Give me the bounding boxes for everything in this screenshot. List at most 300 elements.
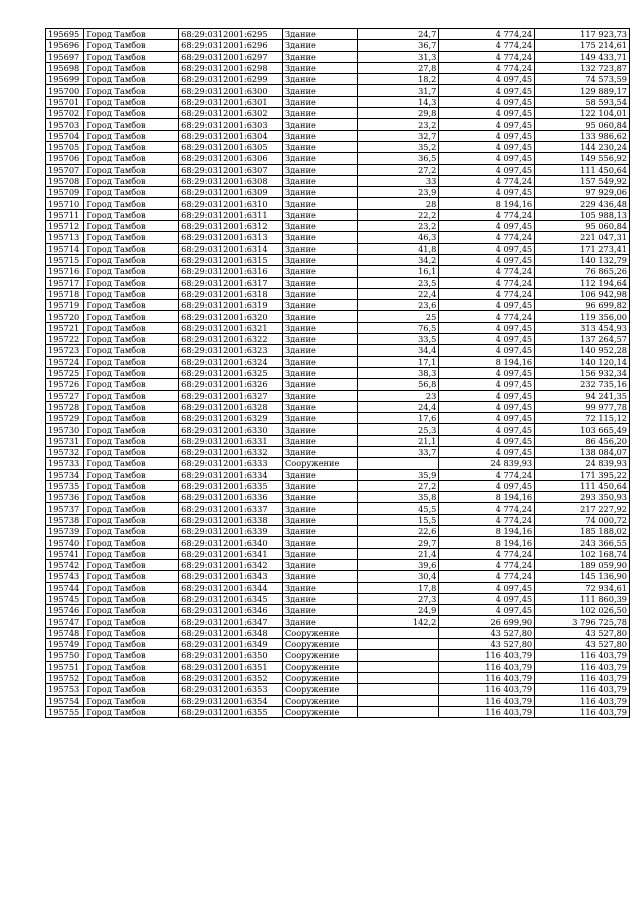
object-type-cell: Здание (283, 537, 358, 548)
object-type-cell: Сооружение (283, 627, 358, 638)
cadastral-value-cell: 58 593,54 (535, 96, 630, 107)
record-number-cell: 195707 (46, 164, 84, 175)
cadastral-number-cell: 68:29:0312001:6303 (179, 119, 283, 130)
cadastral-number-cell: 68:29:0312001:6349 (179, 639, 283, 650)
unit-value-cell: 4 097,45 (439, 446, 535, 457)
unit-value-cell: 4 097,45 (439, 96, 535, 107)
table-row (46, 288, 630, 299)
cadastral-number-cell: 68:29:0312001:6351 (179, 661, 283, 672)
city-cell: Город Тамбов (84, 164, 179, 175)
table-row (46, 96, 630, 107)
cadastral-number-cell: 68:29:0312001:6323 (179, 345, 283, 356)
unit-value-cell: 24 839,93 (439, 458, 535, 469)
city-cell: Город Тамбов (84, 559, 179, 570)
cadastral-value-cell: 95 060,84 (535, 119, 630, 130)
city-cell: Город Тамбов (84, 379, 179, 390)
cadastral-value-cell: 232 735,16 (535, 379, 630, 390)
area-cell: 24,9 (357, 605, 439, 616)
object-type-cell: Здание (283, 413, 358, 424)
area-cell: 76,5 (357, 322, 439, 333)
cadastral-value-cell: 111 450,64 (535, 480, 630, 491)
object-type-cell: Здание (283, 288, 358, 299)
object-type-cell: Здание (283, 605, 358, 616)
area-cell: 17,1 (357, 356, 439, 367)
area-cell (357, 650, 439, 661)
area-cell: 56,8 (357, 379, 439, 390)
table-row (46, 130, 630, 141)
record-number-cell: 195740 (46, 537, 84, 548)
area-cell: 27,2 (357, 480, 439, 491)
cadastral-value-cell: 171 395,22 (535, 469, 630, 480)
unit-value-cell: 4 097,45 (439, 334, 535, 345)
record-number-cell: 195748 (46, 627, 84, 638)
table-row (46, 187, 630, 198)
table-row (46, 62, 630, 73)
cadastral-number-cell: 68:29:0312001:6339 (179, 526, 283, 537)
unit-value-cell: 4 774,24 (439, 62, 535, 73)
record-number-cell: 195705 (46, 141, 84, 152)
unit-value-cell: 4 774,24 (439, 232, 535, 243)
table-row (46, 367, 630, 378)
object-type-cell: Здание (283, 85, 358, 96)
cadastral-number-cell: 68:29:0312001:6334 (179, 469, 283, 480)
city-cell: Город Тамбов (84, 672, 179, 683)
cadastral-value-cell: 3 796 725,78 (535, 616, 630, 627)
area-cell: 38,3 (357, 367, 439, 378)
unit-value-cell: 4 097,45 (439, 401, 535, 412)
cadastral-value-cell: 217 227,92 (535, 503, 630, 514)
area-cell: 34,2 (357, 254, 439, 265)
unit-value-cell: 4 097,45 (439, 141, 535, 152)
object-type-cell: Здание (283, 40, 358, 51)
object-type-cell: Здание (283, 559, 358, 570)
unit-value-cell: 4 774,24 (439, 209, 535, 220)
record-number-cell: 195702 (46, 108, 84, 119)
record-number-cell: 195744 (46, 582, 84, 593)
area-cell: 14,3 (357, 96, 439, 107)
cadastral-value-cell: 189 059,90 (535, 559, 630, 570)
table-row (46, 616, 630, 627)
cadastral-value-cell: 102 026,50 (535, 605, 630, 616)
table-row (46, 514, 630, 525)
record-number-cell: 195742 (46, 559, 84, 570)
cadastral-number-cell: 68:29:0312001:6325 (179, 367, 283, 378)
city-cell: Город Тамбов (84, 288, 179, 299)
cadastral-value-cell: 24 839,93 (535, 458, 630, 469)
city-cell: Город Тамбов (84, 266, 179, 277)
cadastral-value-cell: 149 556,92 (535, 153, 630, 164)
city-cell: Город Тамбов (84, 29, 179, 40)
object-type-cell: Здание (283, 367, 358, 378)
object-type-cell: Здание (283, 356, 358, 367)
city-cell: Город Тамбов (84, 469, 179, 480)
record-number-cell: 195755 (46, 706, 84, 717)
cadastral-number-cell: 68:29:0312001:6354 (179, 695, 283, 706)
cadastral-value-cell: 116 403,79 (535, 650, 630, 661)
cadastral-table (45, 28, 630, 718)
cadastral-value-cell: 97 929,06 (535, 187, 630, 198)
cadastral-number-cell: 68:29:0312001:6313 (179, 232, 283, 243)
unit-value-cell: 116 403,79 (439, 672, 535, 683)
unit-value-cell: 4 097,45 (439, 379, 535, 390)
area-cell (357, 639, 439, 650)
area-cell: 24,4 (357, 401, 439, 412)
table-row (46, 198, 630, 209)
area-cell: 33 (357, 175, 439, 186)
area-cell: 34,4 (357, 345, 439, 356)
cadastral-number-cell: 68:29:0312001:6335 (179, 480, 283, 491)
table-row (46, 593, 630, 604)
cadastral-number-cell: 68:29:0312001:6345 (179, 593, 283, 604)
unit-value-cell: 4 774,24 (439, 559, 535, 570)
record-number-cell: 195719 (46, 300, 84, 311)
table-row (46, 243, 630, 254)
city-cell: Город Тамбов (84, 593, 179, 604)
object-type-cell: Здание (283, 616, 358, 627)
cadastral-number-cell: 68:29:0312001:6328 (179, 401, 283, 412)
record-number-cell: 195733 (46, 458, 84, 469)
city-cell: Город Тамбов (84, 108, 179, 119)
table-row (46, 503, 630, 514)
cadastral-value-cell: 43 527,80 (535, 627, 630, 638)
cadastral-number-cell: 68:29:0312001:6308 (179, 175, 283, 186)
record-number-cell: 195754 (46, 695, 84, 706)
table-row (46, 695, 630, 706)
city-cell: Город Тамбов (84, 322, 179, 333)
unit-value-cell: 4 097,45 (439, 221, 535, 232)
record-number-cell: 195695 (46, 29, 84, 40)
city-cell: Город Тамбов (84, 96, 179, 107)
city-cell: Город Тамбов (84, 684, 179, 695)
record-number-cell: 195727 (46, 390, 84, 401)
cadastral-value-cell: 122 104,01 (535, 108, 630, 119)
object-type-cell: Здание (283, 62, 358, 73)
area-cell: 16,1 (357, 266, 439, 277)
city-cell: Город Тамбов (84, 221, 179, 232)
record-number-cell: 195715 (46, 254, 84, 265)
cadastral-number-cell: 68:29:0312001:6296 (179, 40, 283, 51)
area-cell: 18,2 (357, 74, 439, 85)
unit-value-cell: 43 527,80 (439, 639, 535, 650)
city-cell: Город Тамбов (84, 424, 179, 435)
record-number-cell: 195739 (46, 526, 84, 537)
record-number-cell: 195735 (46, 480, 84, 491)
area-cell: 27,8 (357, 62, 439, 73)
cadastral-value-cell: 99 977,78 (535, 401, 630, 412)
object-type-cell: Здание (283, 582, 358, 593)
unit-value-cell: 8 194,16 (439, 356, 535, 367)
cadastral-value-cell: 116 403,79 (535, 672, 630, 683)
object-type-cell: Здание (283, 424, 358, 435)
record-number-cell: 195722 (46, 334, 84, 345)
table-row (46, 266, 630, 277)
table-row (46, 356, 630, 367)
record-number-cell: 195697 (46, 51, 84, 62)
record-number-cell: 195698 (46, 62, 84, 73)
unit-value-cell: 4 097,45 (439, 480, 535, 491)
area-cell: 45,5 (357, 503, 439, 514)
table-row (46, 175, 630, 186)
table-row (46, 277, 630, 288)
city-cell: Город Тамбов (84, 446, 179, 457)
cadastral-value-cell: 140 132,79 (535, 254, 630, 265)
area-cell: 32,7 (357, 130, 439, 141)
record-number-cell: 195712 (46, 221, 84, 232)
city-cell: Город Тамбов (84, 153, 179, 164)
table-row (46, 469, 630, 480)
area-cell: 35,2 (357, 141, 439, 152)
city-cell: Город Тамбов (84, 311, 179, 322)
cadastral-value-cell: 74 573,59 (535, 74, 630, 85)
cadastral-value-cell: 171 273,41 (535, 243, 630, 254)
unit-value-cell: 4 097,45 (439, 243, 535, 254)
unit-value-cell: 4 097,45 (439, 85, 535, 96)
city-cell: Город Тамбов (84, 187, 179, 198)
record-number-cell: 195724 (46, 356, 84, 367)
unit-value-cell: 116 403,79 (439, 695, 535, 706)
object-type-cell: Сооружение (283, 706, 358, 717)
cadastral-table-body (46, 29, 630, 718)
area-cell: 23,2 (357, 119, 439, 130)
table-row (46, 650, 630, 661)
area-cell: 25,3 (357, 424, 439, 435)
record-number-cell: 195704 (46, 130, 84, 141)
unit-value-cell: 4 097,45 (439, 164, 535, 175)
unit-value-cell: 4 097,45 (439, 153, 535, 164)
unit-value-cell: 4 774,24 (439, 469, 535, 480)
city-cell: Город Тамбов (84, 650, 179, 661)
cadastral-number-cell: 68:29:0312001:6341 (179, 548, 283, 559)
record-number-cell: 195728 (46, 401, 84, 412)
record-number-cell: 195738 (46, 514, 84, 525)
unit-value-cell: 4 774,24 (439, 503, 535, 514)
record-number-cell: 195753 (46, 684, 84, 695)
cadastral-value-cell: 116 403,79 (535, 661, 630, 672)
table-row (46, 639, 630, 650)
record-number-cell: 195726 (46, 379, 84, 390)
cadastral-number-cell: 68:29:0312001:6336 (179, 492, 283, 503)
object-type-cell: Сооружение (283, 661, 358, 672)
table-row (46, 672, 630, 683)
unit-value-cell: 4 097,45 (439, 367, 535, 378)
record-number-cell: 195752 (46, 672, 84, 683)
object-type-cell: Здание (283, 322, 358, 333)
cadastral-number-cell: 68:29:0312001:6322 (179, 334, 283, 345)
cadastral-value-cell: 94 241,35 (535, 390, 630, 401)
cadastral-number-cell: 68:29:0312001:6312 (179, 221, 283, 232)
cadastral-value-cell: 102 168,74 (535, 548, 630, 559)
area-cell: 35,9 (357, 469, 439, 480)
table-row (46, 232, 630, 243)
object-type-cell: Здание (283, 480, 358, 491)
cadastral-number-cell: 68:29:0312001:6338 (179, 514, 283, 525)
cadastral-value-cell: 112 194,64 (535, 277, 630, 288)
area-cell: 28 (357, 198, 439, 209)
object-type-cell: Здание (283, 571, 358, 582)
object-type-cell: Здание (283, 96, 358, 107)
table-row (46, 254, 630, 265)
table-row (46, 605, 630, 616)
city-cell: Город Тамбов (84, 571, 179, 582)
object-type-cell: Здание (283, 469, 358, 480)
cadastral-number-cell: 68:29:0312001:6329 (179, 413, 283, 424)
object-type-cell: Здание (283, 187, 358, 198)
cadastral-value-cell: 116 403,79 (535, 695, 630, 706)
city-cell: Город Тамбов (84, 582, 179, 593)
unit-value-cell: 8 194,16 (439, 537, 535, 548)
city-cell: Город Тамбов (84, 627, 179, 638)
cadastral-value-cell: 117 923,73 (535, 29, 630, 40)
record-number-cell: 195718 (46, 288, 84, 299)
object-type-cell: Здание (283, 175, 358, 186)
record-number-cell: 195708 (46, 175, 84, 186)
cadastral-value-cell: 116 403,79 (535, 706, 630, 717)
table-row (46, 571, 630, 582)
record-number-cell: 195709 (46, 187, 84, 198)
cadastral-number-cell: 68:29:0312001:6327 (179, 390, 283, 401)
area-cell: 22,4 (357, 288, 439, 299)
area-cell: 142,2 (357, 616, 439, 627)
cadastral-number-cell: 68:29:0312001:6324 (179, 356, 283, 367)
table-row (46, 40, 630, 51)
cadastral-number-cell: 68:29:0312001:6315 (179, 254, 283, 265)
table-row (46, 379, 630, 390)
city-cell: Город Тамбов (84, 435, 179, 446)
city-cell: Город Тамбов (84, 243, 179, 254)
city-cell: Город Тамбов (84, 119, 179, 130)
object-type-cell: Здание (283, 514, 358, 525)
city-cell: Город Тамбов (84, 661, 179, 672)
table-row (46, 446, 630, 457)
city-cell: Город Тамбов (84, 130, 179, 141)
object-type-cell: Здание (283, 390, 358, 401)
unit-value-cell: 4 774,24 (439, 266, 535, 277)
record-number-cell: 195746 (46, 605, 84, 616)
unit-value-cell: 4 774,24 (439, 288, 535, 299)
cadastral-number-cell: 68:29:0312001:6302 (179, 108, 283, 119)
record-number-cell: 195696 (46, 40, 84, 51)
unit-value-cell: 4 774,24 (439, 29, 535, 40)
table-row (46, 311, 630, 322)
area-cell: 22,2 (357, 209, 439, 220)
table-row (46, 334, 630, 345)
record-number-cell: 195730 (46, 424, 84, 435)
cadastral-number-cell: 68:29:0312001:6304 (179, 130, 283, 141)
table-row (46, 119, 630, 130)
cadastral-value-cell: 140 120,14 (535, 356, 630, 367)
object-type-cell: Здание (283, 164, 358, 175)
cadastral-number-cell: 68:29:0312001:6342 (179, 559, 283, 570)
area-cell: 36,7 (357, 40, 439, 51)
unit-value-cell: 116 403,79 (439, 661, 535, 672)
object-type-cell: Здание (283, 141, 358, 152)
unit-value-cell: 4 774,24 (439, 311, 535, 322)
cadastral-value-cell: 111 860,39 (535, 593, 630, 604)
cadastral-value-cell: 157 549,92 (535, 175, 630, 186)
cadastral-number-cell: 68:29:0312001:6355 (179, 706, 283, 717)
table-row (46, 29, 630, 40)
record-number-cell: 195734 (46, 469, 84, 480)
area-cell: 21,4 (357, 548, 439, 559)
record-number-cell: 195701 (46, 96, 84, 107)
unit-value-cell: 4 097,45 (439, 593, 535, 604)
table-row (46, 424, 630, 435)
object-type-cell: Здание (283, 209, 358, 220)
cadastral-value-cell: 86 456,20 (535, 435, 630, 446)
cadastral-number-cell: 68:29:0312001:6333 (179, 458, 283, 469)
record-number-cell: 195731 (46, 435, 84, 446)
unit-value-cell: 116 403,79 (439, 650, 535, 661)
record-number-cell: 195737 (46, 503, 84, 514)
cadastral-value-cell: 96 699,82 (535, 300, 630, 311)
object-type-cell: Здание (283, 74, 358, 85)
area-cell: 25 (357, 311, 439, 322)
unit-value-cell: 8 194,16 (439, 526, 535, 537)
table-row (46, 322, 630, 333)
object-type-cell: Здание (283, 119, 358, 130)
record-number-cell: 195725 (46, 367, 84, 378)
area-cell: 23,6 (357, 300, 439, 311)
object-type-cell: Здание (283, 492, 358, 503)
area-cell: 27,2 (357, 164, 439, 175)
cadastral-value-cell: 105 988,13 (535, 209, 630, 220)
area-cell (357, 695, 439, 706)
object-type-cell: Здание (283, 266, 358, 277)
table-row (46, 480, 630, 491)
record-number-cell: 195703 (46, 119, 84, 130)
table-row (46, 51, 630, 62)
cadastral-number-cell: 68:29:0312001:6330 (179, 424, 283, 435)
cadastral-number-cell: 68:29:0312001:6332 (179, 446, 283, 457)
table-row (46, 300, 630, 311)
record-number-cell: 195717 (46, 277, 84, 288)
object-type-cell: Сооружение (283, 458, 358, 469)
record-number-cell: 195747 (46, 616, 84, 627)
unit-value-cell: 4 097,45 (439, 424, 535, 435)
city-cell: Город Тамбов (84, 605, 179, 616)
cadastral-value-cell: 43 527,80 (535, 639, 630, 650)
cadastral-value-cell: 137 264,57 (535, 334, 630, 345)
object-type-cell: Сооружение (283, 672, 358, 683)
table-row (46, 401, 630, 412)
city-cell: Город Тамбов (84, 458, 179, 469)
unit-value-cell: 4 774,24 (439, 514, 535, 525)
area-cell: 33,5 (357, 334, 439, 345)
cadastral-number-cell: 68:29:0312001:6321 (179, 322, 283, 333)
city-cell: Город Тамбов (84, 356, 179, 367)
record-number-cell: 195721 (46, 322, 84, 333)
object-type-cell: Здание (283, 108, 358, 119)
record-number-cell: 195751 (46, 661, 84, 672)
area-cell: 31,3 (357, 51, 439, 62)
unit-value-cell: 4 097,45 (439, 582, 535, 593)
cadastral-value-cell: 72 934,61 (535, 582, 630, 593)
object-type-cell: Сооружение (283, 695, 358, 706)
object-type-cell: Здание (283, 593, 358, 604)
table-row (46, 582, 630, 593)
object-type-cell: Здание (283, 51, 358, 62)
city-cell: Город Тамбов (84, 413, 179, 424)
object-type-cell: Здание (283, 311, 358, 322)
city-cell: Город Тамбов (84, 334, 179, 345)
city-cell: Город Тамбов (84, 209, 179, 220)
cadastral-number-cell: 68:29:0312001:6317 (179, 277, 283, 288)
city-cell: Город Тамбов (84, 300, 179, 311)
table-row (46, 537, 630, 548)
record-number-cell: 195716 (46, 266, 84, 277)
area-cell (357, 684, 439, 695)
table-row (46, 141, 630, 152)
